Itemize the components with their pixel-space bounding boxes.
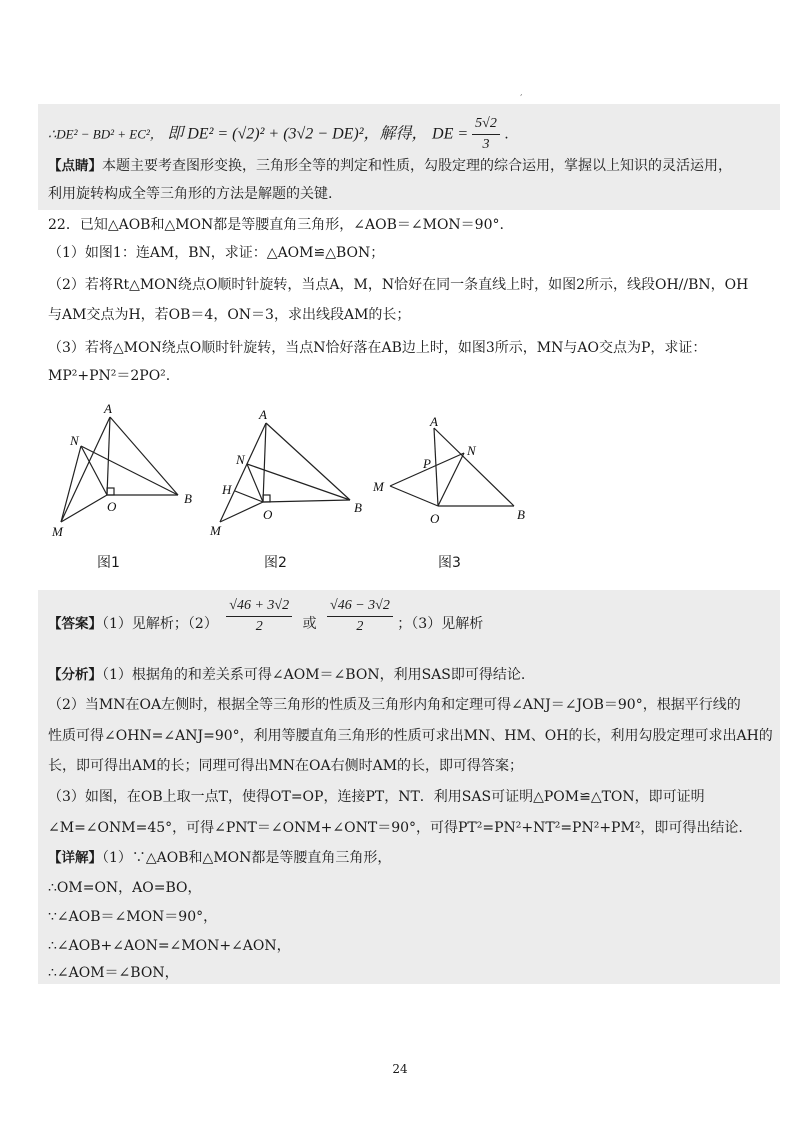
fig1-label-b: B (184, 491, 192, 506)
figure-3 (368, 400, 533, 530)
problem-q2-line1: （2）若将Rt△MON绕点O顺时针旋转，当点A，M，N恰好在同一条直线上时，如图2所示，线段OH//BN，OH (48, 277, 749, 293)
top-mark: , (520, 88, 523, 97)
figure-2-caption: 图2 (264, 555, 287, 571)
answer-fraction-1 (226, 596, 292, 637)
fig3-label-o: O (430, 511, 440, 526)
fig2-label-b: B (354, 500, 362, 515)
detail-line-3: ∵∠AOB＝∠MON＝90°， (48, 909, 218, 925)
analysis-line-2: （2）当MN在OA左侧时，根据全等三角形的性质及三角形内角和定理可得∠ANJ＝∠JOB＝90°，根据平行线的 (48, 697, 741, 713)
figure-2 (205, 400, 370, 545)
problem-q2-line2: 与AM交点为H，若OB＝4，ON＝3，求出线段AM的长； (48, 307, 411, 323)
answer-frac1-num: √46 + 3√2 (226, 596, 292, 617)
answer-or: 或 (302, 615, 317, 632)
analysis-line-1 (48, 665, 525, 685)
fig3-label-b: B (517, 507, 525, 522)
eq-end: . (504, 126, 509, 143)
fig1-label-m: M (52, 524, 63, 539)
problem-stem: 22．已知△AOB和△MON都是等腰直角三角形，∠AOB＝∠MON＝90°. (48, 217, 504, 233)
analysis-line-4: 长，即可得出AM的长；同理可得出MN在OA右侧时AM的长，即可得答案； (48, 758, 524, 774)
fig2-label-o: O (263, 507, 273, 522)
eq-prefix: ∴DE² − BD² + EC²， (48, 126, 163, 142)
dianjing-line-1 (48, 156, 732, 176)
fig2-label-m: M (210, 523, 221, 538)
fig2-label-a: A (259, 407, 267, 422)
problem-q3-line1: （3）若将△MON绕点O顺时针旋转，当点N恰好落在AB边上时，如图3所示，MN与AO交点为P，求证： (48, 340, 707, 356)
analysis-text-1: （1）根据角的和差关系可得∠AOM＝∠BON，利用SAS即可得结论. (102, 667, 526, 683)
fig1-label-o: O (107, 499, 117, 514)
detail-line-5: ∴∠AOM＝∠BON， (48, 965, 179, 981)
equation-line (48, 114, 509, 155)
answer-frac2-num: √46 − 3√2 (327, 596, 393, 617)
detail-line-4: ∴∠AOB+∠AON=∠MON+∠AON， (48, 938, 291, 954)
detail-text-1: （1）∵△AOB和△MON都是等腰直角三角形， (102, 850, 392, 866)
analysis-line-6: ∠M=∠ONM=45°，可得∠PNT＝∠ONM+∠ONT＝90°，可得PT²=PN²+NT²=PN²+PM²，即可得出结论. (48, 820, 743, 836)
analysis-line-5: （3）如图，在OB上取一点T，使得OT=OP，连接PT，NT．利用SAS可证明△POM≌△TON，即可证明 (48, 789, 705, 805)
figure-1-caption: 图1 (97, 555, 120, 571)
problem-q1: （1）如图1：连AM，BN，求证：△AOM≌△BON； (48, 245, 385, 261)
answer-line (48, 596, 483, 637)
detail-line-1 (48, 848, 391, 868)
fig2-label-h: H (222, 482, 232, 497)
eq-frac-num: 5√2 (472, 114, 500, 135)
fig1-label-n: N (70, 433, 79, 448)
eq-frac-den: 3 (482, 137, 490, 152)
dianjing-tag: 【点睛】 (48, 158, 102, 174)
dianjing-text-1: 本题主要考查图形变换，三角形全等的判定和性质，勾股定理的综合运用，掌握以上知识的灵活运用， (102, 158, 732, 174)
answer-frac2-den: 2 (356, 619, 364, 634)
fig2-label-n: N (236, 452, 245, 467)
answer-part1: （1）见解析；（2） (102, 615, 218, 632)
answer-fraction-2 (327, 596, 393, 637)
eq-mid: 即 DE² = (√2)² + (3√2 − DE)²，解得， (167, 125, 428, 143)
figure-1 (48, 400, 208, 545)
answer-part3: ；（3）见解析 (397, 615, 484, 632)
fig3-label-m: M (373, 479, 384, 494)
fig3-label-n: N (467, 443, 476, 458)
eq-fraction (472, 114, 500, 155)
answer-frac1-den: 2 (255, 619, 263, 634)
detail-tag: 【详解】 (48, 850, 102, 866)
answer-tag: 【答案】 (48, 615, 102, 632)
fig3-label-p: P (423, 456, 431, 471)
dianjing-line-2: 利用旋转构成全等三角形的方法是解题的关键. (48, 186, 333, 202)
fig1-label-a: A (104, 401, 112, 416)
analysis-line-3: 性质可得∠OHN=∠ANJ=90°，利用等腰直角三角形的性质可求出MN、HM、OH的长，利用勾股定理可求出AH的 (48, 728, 773, 744)
analysis-tag: 【分析】 (48, 667, 102, 683)
page-number: 24 (392, 1062, 408, 1076)
detail-line-2: ∴OM=ON，AO=BO， (48, 880, 202, 896)
fig3-label-a: A (430, 414, 438, 429)
problem-q3-line2: MP²+PN²＝2PO². (48, 368, 171, 384)
eq-result: DE = (432, 125, 473, 143)
figure-3-caption: 图3 (438, 555, 461, 571)
